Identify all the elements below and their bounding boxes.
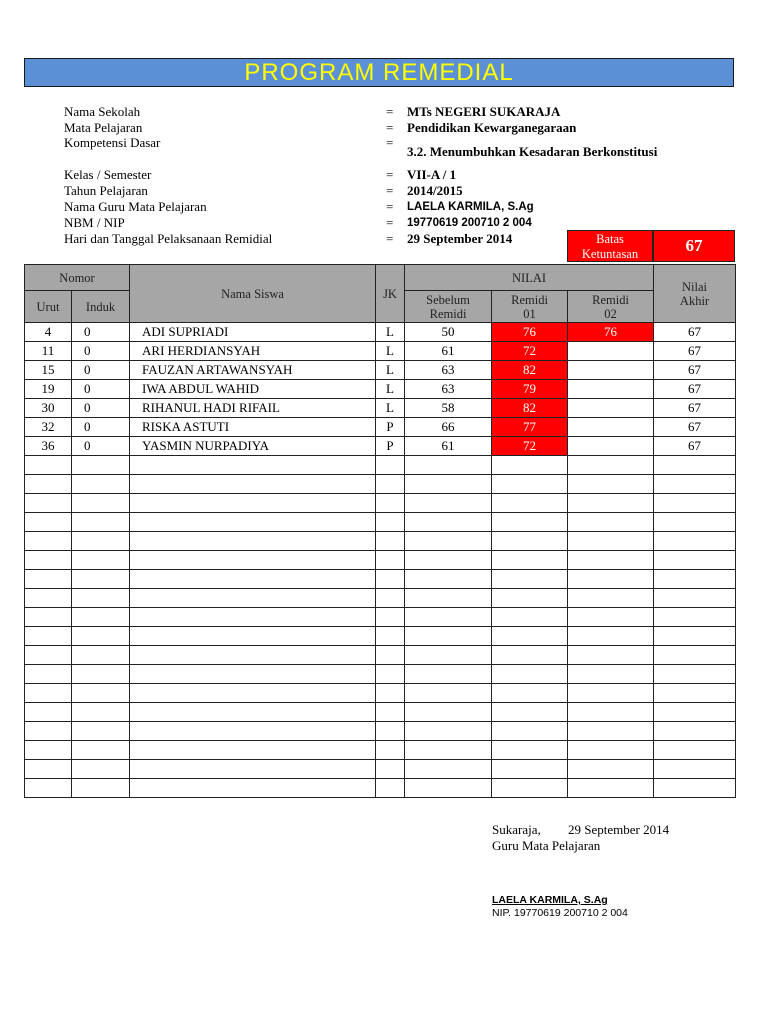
table-row (25, 437, 736, 456)
cell-nama-siswa: IWA ABDUL WAHID (130, 380, 376, 399)
cell-nama-siswa (130, 722, 376, 741)
cell-induk (72, 684, 130, 703)
empty-table-row (25, 532, 736, 551)
cell-urut (25, 646, 72, 665)
info-label-hari-tanggal: Hari dan Tanggal Pelaksanaan Remidial (64, 231, 273, 246)
cell-nilai-akhir (654, 760, 736, 779)
cell-remidi-01: 77 (492, 418, 568, 437)
header-urut: Urut (25, 291, 72, 323)
cell-induk (72, 551, 130, 570)
cell-nama-siswa (130, 456, 376, 475)
cell-nilai-akhir (654, 627, 736, 646)
cell-sebelum-remidi (405, 779, 492, 798)
cell-remidi-01: 72 (492, 342, 568, 361)
empty-table-row (25, 475, 736, 494)
info-label-tahun-pelajaran: Tahun Pelajaran (64, 183, 148, 198)
cell-remidi-02: 76 (568, 323, 654, 342)
cell-remidi-02 (568, 361, 654, 380)
cell-remidi-01: 72 (492, 437, 568, 456)
table-row (25, 380, 736, 399)
cell-remidi-02 (568, 380, 654, 399)
cell-urut (25, 494, 72, 513)
cell-remidi-02 (568, 741, 654, 760)
info-label-kompetensi-dasar: Kompetensi Dasar (64, 135, 161, 150)
cell-nama-siswa (130, 760, 376, 779)
cell-sebelum-remidi (405, 608, 492, 627)
info-eq: = (386, 135, 394, 150)
cell-jk: L (376, 380, 405, 399)
cell-remidi-01: 79 (492, 380, 568, 399)
cell-nilai-akhir (654, 475, 736, 494)
cell-nama-siswa (130, 665, 376, 684)
cell-nilai-akhir: 67 (654, 342, 736, 361)
cell-urut (25, 551, 72, 570)
cell-jk: L (376, 323, 405, 342)
cell-induk (72, 570, 130, 589)
empty-table-row (25, 760, 736, 779)
info-eq: = (386, 183, 394, 198)
cell-induk (72, 646, 130, 665)
cell-nilai-akhir: 67 (654, 418, 736, 437)
cell-nama-siswa: RIHANUL HADI RIFAIL (130, 399, 376, 418)
header-remidi01-line2: 01 (523, 306, 536, 321)
cell-urut: 19 (25, 380, 72, 399)
batas-label-line1: Batas (596, 232, 624, 246)
cell-remidi-02 (568, 437, 654, 456)
cell-induk (72, 608, 130, 627)
cell-sebelum-remidi (405, 589, 492, 608)
cell-sebelum-remidi (405, 494, 492, 513)
cell-induk: 0 (72, 342, 130, 361)
info-value-mata-pelajaran: Pendidikan Kewarganegaraan (407, 120, 577, 135)
cell-nama-siswa (130, 703, 376, 722)
signature-place: Sukaraja, (492, 822, 541, 837)
cell-sebelum-remidi: 50 (405, 323, 492, 342)
info-eq: = (386, 167, 394, 182)
cell-jk (376, 665, 405, 684)
info-value-hari-tanggal: 29 September 2014 (407, 231, 513, 246)
cell-nilai-akhir (654, 722, 736, 741)
cell-induk (72, 779, 130, 798)
cell-nilai-akhir (654, 513, 736, 532)
cell-remidi-02 (568, 494, 654, 513)
table-row (25, 418, 736, 437)
cell-nama-siswa (130, 684, 376, 703)
cell-sebelum-remidi: 66 (405, 418, 492, 437)
cell-jk: L (376, 361, 405, 380)
header-remidi02-line2: 02 (604, 306, 617, 321)
cell-induk (72, 589, 130, 608)
header-remidi-02 (568, 291, 654, 323)
cell-remidi-01 (492, 703, 568, 722)
empty-table-row (25, 684, 736, 703)
info-label-nama-sekolah: Nama Sekolah (64, 104, 141, 119)
cell-induk (72, 627, 130, 646)
cell-sebelum-remidi (405, 760, 492, 779)
empty-table-row (25, 703, 736, 722)
cell-urut (25, 570, 72, 589)
info-value-tahun-pelajaran: 2014/2015 (407, 183, 463, 198)
cell-jk (376, 741, 405, 760)
info-label-kelas-semester: Kelas / Semester (64, 167, 152, 182)
empty-table-row (25, 608, 736, 627)
cell-nilai-akhir (654, 589, 736, 608)
cell-induk (72, 741, 130, 760)
cell-nama-siswa (130, 532, 376, 551)
cell-remidi-01 (492, 551, 568, 570)
cell-jk: L (376, 342, 405, 361)
signature-date: 29 September 2014 (568, 822, 670, 837)
cell-remidi-01 (492, 494, 568, 513)
header-remidi01-line1: Remidi (511, 292, 548, 307)
cell-sebelum-remidi (405, 703, 492, 722)
batas-label-line2: Ketuntasan (581, 247, 639, 261)
cell-induk (72, 494, 130, 513)
cell-jk (376, 608, 405, 627)
cell-sebelum-remidi: 61 (405, 342, 492, 361)
cell-remidi-01: 82 (492, 361, 568, 380)
cell-remidi-02 (568, 570, 654, 589)
header-akhir-line1: Nilai (682, 279, 708, 294)
cell-nama-siswa (130, 475, 376, 494)
cell-jk (376, 532, 405, 551)
cell-remidi-02 (568, 551, 654, 570)
info-eq: = (386, 104, 394, 119)
cell-induk: 0 (72, 380, 130, 399)
cell-nama-siswa: ADI SUPRIADI (130, 323, 376, 342)
info-value-nbm-nip: 19770619 200710 2 004 (407, 217, 532, 229)
cell-urut (25, 608, 72, 627)
cell-remidi-01: 76 (492, 323, 568, 342)
cell-induk: 0 (72, 323, 130, 342)
cell-nama-siswa (130, 494, 376, 513)
cell-remidi-02 (568, 760, 654, 779)
info-value-kelas-semester: VII-A / 1 (407, 167, 457, 182)
cell-remidi-02 (568, 399, 654, 418)
cell-nilai-akhir (654, 570, 736, 589)
empty-table-row (25, 779, 736, 798)
cell-remidi-01 (492, 456, 568, 475)
cell-remidi-02 (568, 646, 654, 665)
cell-remidi-01 (492, 589, 568, 608)
empty-table-row (25, 665, 736, 684)
cell-urut (25, 722, 72, 741)
cell-remidi-02 (568, 665, 654, 684)
header-remidi-01 (492, 291, 568, 323)
table-body (25, 323, 736, 798)
cell-induk (72, 665, 130, 684)
cell-sebelum-remidi (405, 456, 492, 475)
cell-jk (376, 627, 405, 646)
cell-remidi-01 (492, 627, 568, 646)
cell-sebelum-remidi (405, 532, 492, 551)
empty-table-row (25, 570, 736, 589)
cell-remidi-02 (568, 608, 654, 627)
cell-nama-siswa (130, 570, 376, 589)
cell-nilai-akhir (654, 665, 736, 684)
cell-urut (25, 703, 72, 722)
cell-remidi-01 (492, 475, 568, 494)
cell-sebelum-remidi (405, 665, 492, 684)
empty-table-row (25, 494, 736, 513)
cell-urut: 4 (25, 323, 72, 342)
cell-sebelum-remidi (405, 684, 492, 703)
cell-urut: 30 (25, 399, 72, 418)
cell-jk: P (376, 437, 405, 456)
cell-remidi-01 (492, 608, 568, 627)
cell-remidi-01 (492, 779, 568, 798)
cell-remidi-01: 82 (492, 399, 568, 418)
cell-induk (72, 703, 130, 722)
header-nilai: NILAI (405, 265, 654, 291)
header-jk: JK (376, 265, 405, 323)
cell-sebelum-remidi (405, 627, 492, 646)
cell-remidi-01 (492, 760, 568, 779)
cell-nilai-akhir (654, 646, 736, 665)
cell-jk (376, 703, 405, 722)
cell-jk (376, 456, 405, 475)
cell-remidi-02 (568, 684, 654, 703)
cell-nama-siswa (130, 779, 376, 798)
cell-urut: 15 (25, 361, 72, 380)
cell-sebelum-remidi (405, 570, 492, 589)
signature-name: LAELA KARMILA, S.Ag (492, 894, 608, 906)
cell-induk: 0 (72, 399, 130, 418)
cell-nama-siswa (130, 513, 376, 532)
empty-table-row (25, 741, 736, 760)
cell-remidi-02 (568, 532, 654, 551)
cell-induk (72, 475, 130, 494)
empty-table-row (25, 722, 736, 741)
cell-urut: 11 (25, 342, 72, 361)
header-sebelum-line1: Sebelum (426, 292, 470, 307)
cell-remidi-01 (492, 684, 568, 703)
cell-sebelum-remidi (405, 551, 492, 570)
cell-sebelum-remidi: 61 (405, 437, 492, 456)
info-label-nbm-nip: NBM / NIP (64, 215, 125, 230)
cell-nama-siswa (130, 589, 376, 608)
cell-sebelum-remidi (405, 513, 492, 532)
cell-induk (72, 760, 130, 779)
info-eq: = (386, 215, 394, 230)
info-eq: = (386, 231, 394, 246)
table-row (25, 323, 736, 342)
cell-induk: 0 (72, 437, 130, 456)
cell-remidi-01 (492, 570, 568, 589)
cell-remidi-01 (492, 665, 568, 684)
info-value-nama-guru: LAELA KARMILA, S.Ag (407, 201, 534, 213)
cell-nilai-akhir (654, 703, 736, 722)
cell-urut (25, 665, 72, 684)
table-row (25, 361, 736, 380)
signature-role: Guru Mata Pelajaran (492, 838, 601, 853)
cell-nama-siswa (130, 551, 376, 570)
header-sebelum-line2: Remidi (429, 306, 467, 321)
header-nama-siswa: Nama Siswa (130, 265, 376, 323)
cell-urut (25, 456, 72, 475)
header-induk: Induk (72, 291, 130, 323)
info-eq: = (386, 120, 394, 135)
batas-ketuntasan-value: 67 (653, 230, 735, 262)
cell-nilai-akhir (654, 684, 736, 703)
page-title: PROGRAM REMEDIAL (24, 58, 734, 87)
cell-urut (25, 475, 72, 494)
cell-nilai-akhir: 67 (654, 437, 736, 456)
cell-remidi-02 (568, 627, 654, 646)
cell-jk (376, 722, 405, 741)
remedial-table (24, 264, 736, 798)
table-row (25, 399, 736, 418)
empty-table-row (25, 456, 736, 475)
cell-sebelum-remidi: 63 (405, 361, 492, 380)
cell-jk: L (376, 399, 405, 418)
cell-nama-siswa: FAUZAN ARTAWANSYAH (130, 361, 376, 380)
cell-urut (25, 513, 72, 532)
cell-jk (376, 646, 405, 665)
cell-nilai-akhir: 67 (654, 399, 736, 418)
cell-nilai-akhir (654, 741, 736, 760)
empty-table-row (25, 551, 736, 570)
cell-urut (25, 760, 72, 779)
cell-urut (25, 627, 72, 646)
cell-remidi-02 (568, 418, 654, 437)
cell-nilai-akhir: 67 (654, 323, 736, 342)
cell-remidi-01 (492, 741, 568, 760)
header-remidi02-line1: Remidi (592, 292, 629, 307)
cell-remidi-01 (492, 513, 568, 532)
cell-urut (25, 532, 72, 551)
cell-nilai-akhir: 67 (654, 361, 736, 380)
cell-nama-siswa (130, 741, 376, 760)
cell-jk (376, 760, 405, 779)
cell-nama-siswa: ARI HERDIANSYAH (130, 342, 376, 361)
cell-jk: P (376, 418, 405, 437)
cell-induk (72, 532, 130, 551)
table-row (25, 342, 736, 361)
cell-induk (72, 456, 130, 475)
cell-nilai-akhir (654, 456, 736, 475)
cell-remidi-02 (568, 513, 654, 532)
cell-remidi-02 (568, 475, 654, 494)
signature-nip: NIP. 19770619 200710 2 004 (492, 907, 628, 919)
cell-jk (376, 589, 405, 608)
info-value-kompetensi-dasar: 3.2. Menumbuhkan Kesadaran Berkonstitusi (407, 144, 658, 159)
cell-remidi-02 (568, 779, 654, 798)
header-nilai-akhir (654, 265, 736, 323)
empty-table-row (25, 513, 736, 532)
cell-sebelum-remidi (405, 741, 492, 760)
empty-table-row (25, 646, 736, 665)
cell-induk (72, 513, 130, 532)
cell-jk (376, 551, 405, 570)
cell-remidi-02 (568, 722, 654, 741)
cell-remidi-02 (568, 456, 654, 475)
batas-ketuntasan-label (567, 230, 653, 262)
cell-jk (376, 779, 405, 798)
cell-remidi-02 (568, 703, 654, 722)
cell-jk (376, 475, 405, 494)
cell-jk (376, 570, 405, 589)
cell-remidi-01 (492, 646, 568, 665)
cell-jk (376, 494, 405, 513)
cell-jk (376, 513, 405, 532)
cell-nilai-akhir: 67 (654, 380, 736, 399)
cell-sebelum-remidi: 63 (405, 380, 492, 399)
cell-remidi-01 (492, 722, 568, 741)
cell-nilai-akhir (654, 532, 736, 551)
cell-remidi-01 (492, 532, 568, 551)
cell-urut: 32 (25, 418, 72, 437)
info-label-mata-pelajaran: Mata Pelajaran (64, 120, 143, 135)
cell-induk: 0 (72, 418, 130, 437)
cell-induk (72, 722, 130, 741)
cell-remidi-02 (568, 342, 654, 361)
empty-table-row (25, 589, 736, 608)
header-sebelum-remidi (405, 291, 492, 323)
cell-urut (25, 779, 72, 798)
cell-nama-siswa: RISKA ASTUTI (130, 418, 376, 437)
cell-jk (376, 684, 405, 703)
info-value-nama-sekolah: MTs NEGERI SUKARAJA (407, 104, 561, 119)
cell-urut: 36 (25, 437, 72, 456)
cell-sebelum-remidi (405, 722, 492, 741)
cell-nilai-akhir (654, 779, 736, 798)
cell-remidi-02 (568, 589, 654, 608)
cell-sebelum-remidi (405, 475, 492, 494)
cell-nilai-akhir (654, 551, 736, 570)
cell-sebelum-remidi (405, 646, 492, 665)
cell-urut (25, 741, 72, 760)
cell-urut (25, 684, 72, 703)
info-eq: = (386, 199, 394, 214)
cell-sebelum-remidi: 58 (405, 399, 492, 418)
cell-nilai-akhir (654, 608, 736, 627)
cell-nama-siswa (130, 627, 376, 646)
header-nomor: Nomor (25, 265, 130, 291)
cell-nama-siswa (130, 646, 376, 665)
cell-urut (25, 589, 72, 608)
cell-nama-siswa: YASMIN NURPADIYA (130, 437, 376, 456)
header-akhir-line2: Akhir (679, 293, 710, 308)
cell-induk: 0 (72, 361, 130, 380)
empty-table-row (25, 627, 736, 646)
cell-nilai-akhir (654, 494, 736, 513)
cell-nama-siswa (130, 608, 376, 627)
info-label-nama-guru: Nama Guru Mata Pelajaran (64, 199, 207, 214)
